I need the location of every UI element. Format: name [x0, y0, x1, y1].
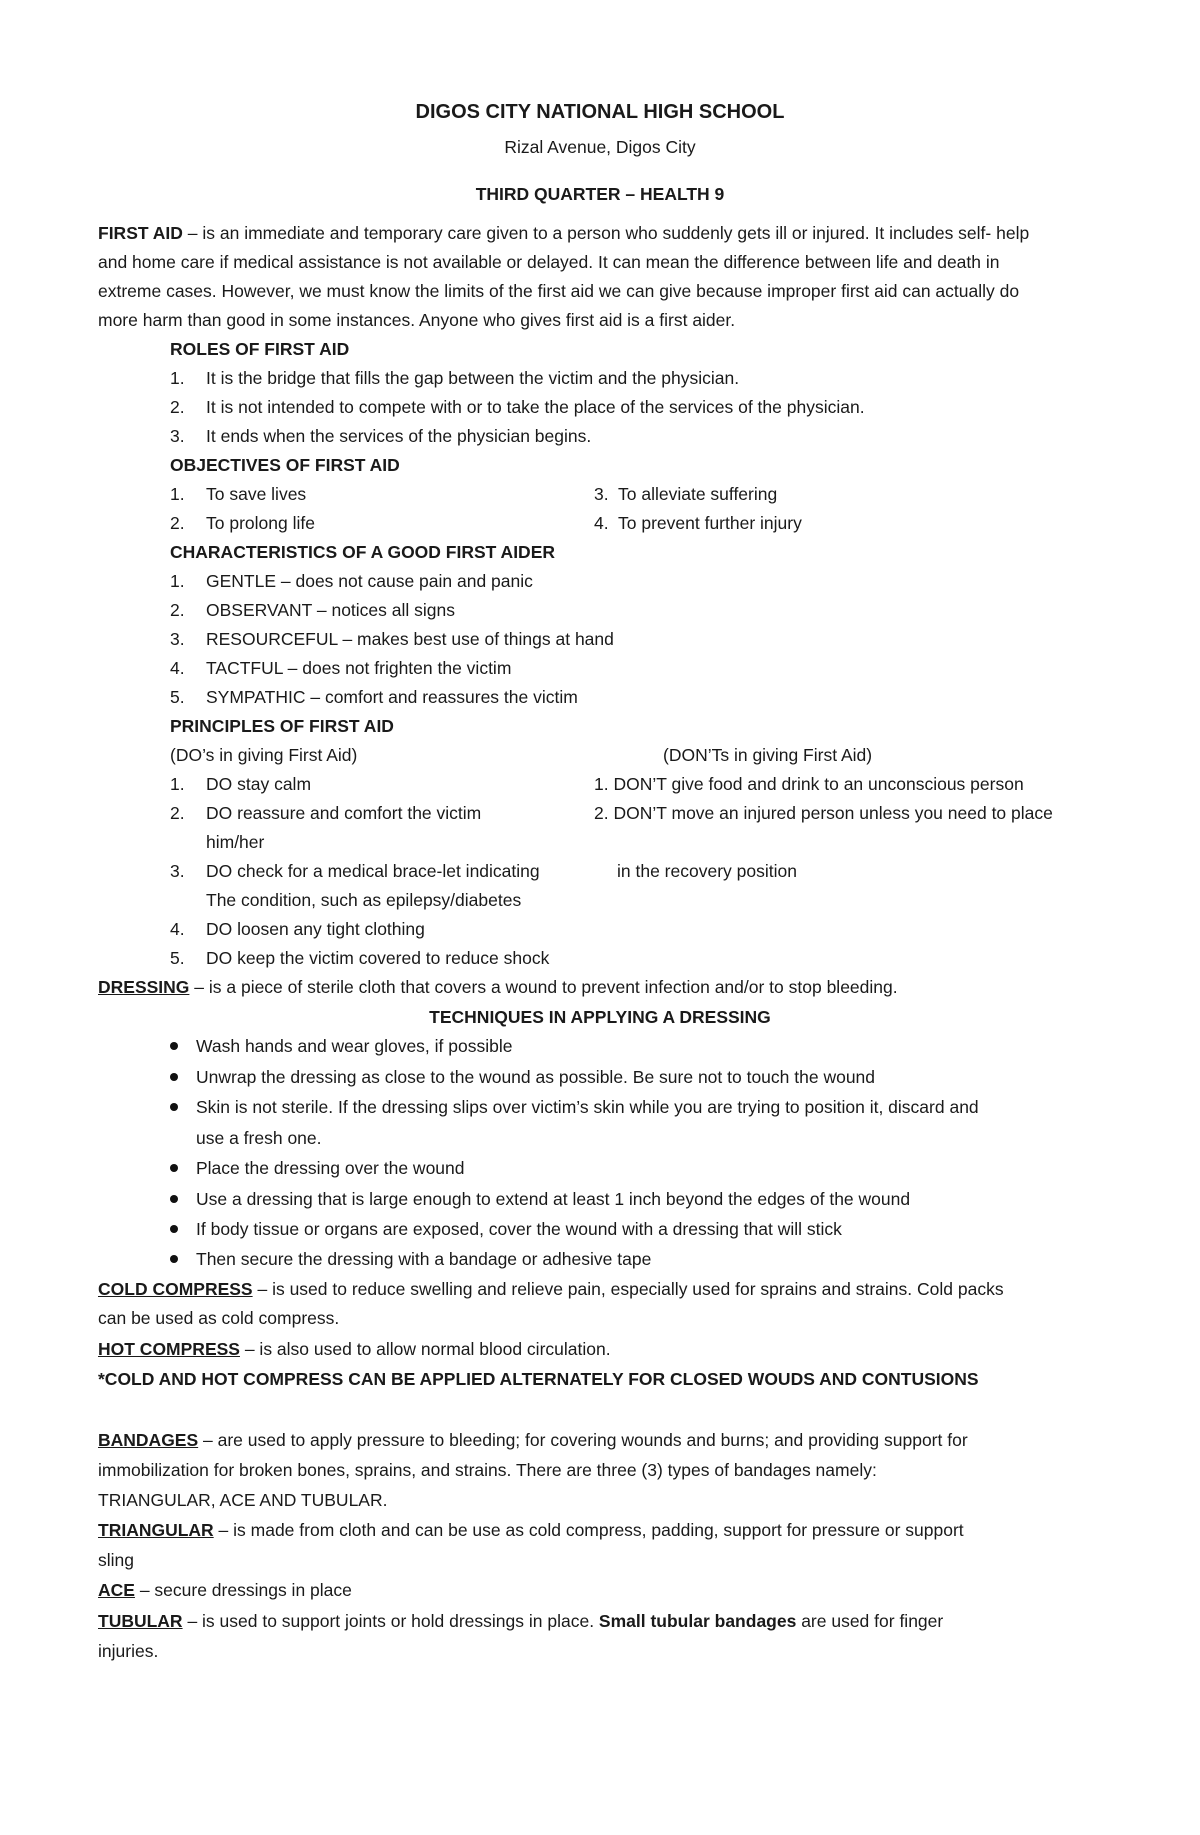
list-item-continuation: The condition, such as epilepsy/diabetes [206, 890, 522, 910]
first-aid-line-3: extreme cases. However, we must know the limits of the first aid we can give because improper first aid can actually do [98, 281, 1020, 301]
dos-heading: (DO’s in giving First Aid) [170, 745, 358, 765]
bullet-icon [170, 1225, 178, 1233]
list-item: Use a dressing that is large enough to extend at least 1 inch beyond the edges of the wound [196, 1189, 911, 1209]
list-item: 3. To alleviate suffering [594, 484, 778, 504]
triangular-line-1: TRIANGULAR – is made from cloth and can be use as cold compress, padding, support for pressure or support [98, 1520, 964, 1540]
bullet-icon [170, 1042, 178, 1050]
compress-note: *COLD AND HOT COMPRESS CAN BE APPLIED ALTERNATELY FOR CLOSED WOUDS AND CONTUSIONS [98, 1369, 979, 1389]
cold-compress-line-1: COLD COMPRESS – is used to reduce swelling and relieve pain, especially used for sprains and strains. Cold packs [98, 1279, 1004, 1299]
list-item: 2. DO reassure and comfort the victim [170, 803, 482, 823]
tubular-line-2: injuries. [98, 1641, 159, 1661]
list-item-continuation: use a fresh one. [196, 1128, 322, 1148]
list-item: 1. DON’T give food and drink to an unconscious person [594, 774, 1024, 794]
triangular-term: TRIANGULAR [98, 1520, 214, 1540]
ace-definition: ACE – secure dressings in place [98, 1580, 352, 1600]
list-item: Place the dressing over the wound [196, 1158, 465, 1178]
hot-compress-term: HOT COMPRESS [98, 1339, 240, 1359]
bullet-icon [170, 1164, 178, 1172]
bandages-term: BANDAGES [98, 1430, 199, 1450]
tubular-line-1: TUBULAR – is used to support joints or hold dressings in place. Small tubular bandages are used for finger [98, 1611, 944, 1631]
cold-compress-line-2: can be used as cold compress. [98, 1308, 340, 1328]
list-item-continuation: him/her [206, 832, 265, 852]
first-aid-term: FIRST AID [98, 223, 183, 243]
list-item: 1. DO stay calm [170, 774, 312, 794]
bandages-line-2: immobilization for broken bones, sprains, and strains. There are three (3) types of bandages namely: [98, 1460, 877, 1480]
bullet-icon [170, 1195, 178, 1203]
list-item: Skin is not sterile. If the dressing slips over victim’s skin while you are trying to position it, discard and [196, 1097, 979, 1117]
list-item: 1. GENTLE – does not cause pain and panic [170, 571, 533, 591]
school-name: DIGOS CITY NATIONAL HIGH SCHOOL [415, 101, 785, 123]
list-item: 2. OBSERVANT – notices all signs [170, 600, 455, 620]
list-item: 4. To prevent further injury [594, 513, 802, 533]
bandages-line-3: TRIANGULAR, ACE AND TUBULAR. [98, 1490, 388, 1510]
list-item: 5. SYMPATHIC – comfort and reassures the victim [170, 687, 578, 707]
first-aid-line-2: and home care if medical assistance is not available or delayed. It can mean the difference between life and death in [98, 252, 1000, 272]
hot-compress-definition: HOT COMPRESS – is also used to allow normal blood circulation. [98, 1339, 611, 1359]
tubular-term: TUBULAR [98, 1611, 183, 1631]
characteristics-heading: CHARACTERISTICS OF A GOOD FIRST AIDER [170, 542, 555, 562]
first-aid-line-4: more harm than good in some instances. Anyone who gives first aid is a first aider. [98, 310, 736, 330]
principles-heading: PRINCIPLES OF FIRST AID [170, 716, 394, 736]
list-item: 4. TACTFUL – does not frighten the victim [170, 658, 512, 678]
bullet-icon [170, 1073, 178, 1081]
roles-heading: ROLES OF FIRST AID [170, 339, 350, 359]
list-item: Wash hands and wear gloves, if possible [196, 1036, 513, 1056]
list-item: If body tissue or organs are exposed, cover the wound with a dressing that will stick [196, 1219, 842, 1239]
donts-heading: (DON’Ts in giving First Aid) [663, 745, 873, 765]
list-item: 3. It ends when the services of the physician begins. [170, 426, 592, 446]
list-item: Then secure the dressing with a bandage or adhesive tape [196, 1249, 652, 1269]
bullet-icon [170, 1103, 178, 1111]
list-item: 1. It is the bridge that fills the gap between the victim and the physician. [170, 368, 740, 388]
list-item: 1. To save lives [170, 484, 307, 504]
triangular-line-2: sling [98, 1550, 134, 1570]
objectives-heading: OBJECTIVES OF FIRST AID [170, 455, 400, 475]
list-item: 4. DO loosen any tight clothing [170, 919, 425, 939]
list-item: 3. DO check for a medical brace-let indicating [170, 861, 540, 881]
cold-compress-term: COLD COMPRESS [98, 1279, 253, 1299]
school-address: Rizal Avenue, Digos City [504, 137, 696, 157]
list-item: Unwrap the dressing as close to the wound as possible. Be sure not to touch the wound [196, 1067, 876, 1087]
quarter-title: THIRD QUARTER – HEALTH 9 [475, 184, 725, 204]
bullet-icon [170, 1255, 178, 1263]
list-item-continuation: in the recovery position [617, 861, 797, 881]
list-item: 2. DON’T move an injured person unless you need to place [594, 803, 1053, 823]
list-item: 2. It is not intended to compete with or to take the place of the services of the physician. [170, 397, 865, 417]
first-aid-line-1: FIRST AID – is an immediate and temporary care given to a person who suddenly gets ill or injured. It includes self- help [98, 223, 1030, 243]
bandages-line-1: BANDAGES – are used to apply pressure to bleeding; for covering wounds and burns; and providing support for [98, 1430, 968, 1450]
ace-term: ACE [98, 1580, 135, 1600]
dressing-definition: DRESSING – is a piece of sterile cloth that covers a wound to prevent infection and/or to stop bleeding. [98, 977, 898, 997]
dressing-term: DRESSING [98, 977, 190, 997]
techniques-heading: TECHNIQUES IN APPLYING A DRESSING [429, 1007, 771, 1027]
list-item: 3. RESOURCEFUL – makes best use of things at hand [170, 629, 614, 649]
list-item: 5. DO keep the victim covered to reduce shock [170, 948, 550, 968]
list-item: 2. To prolong life [170, 513, 315, 533]
